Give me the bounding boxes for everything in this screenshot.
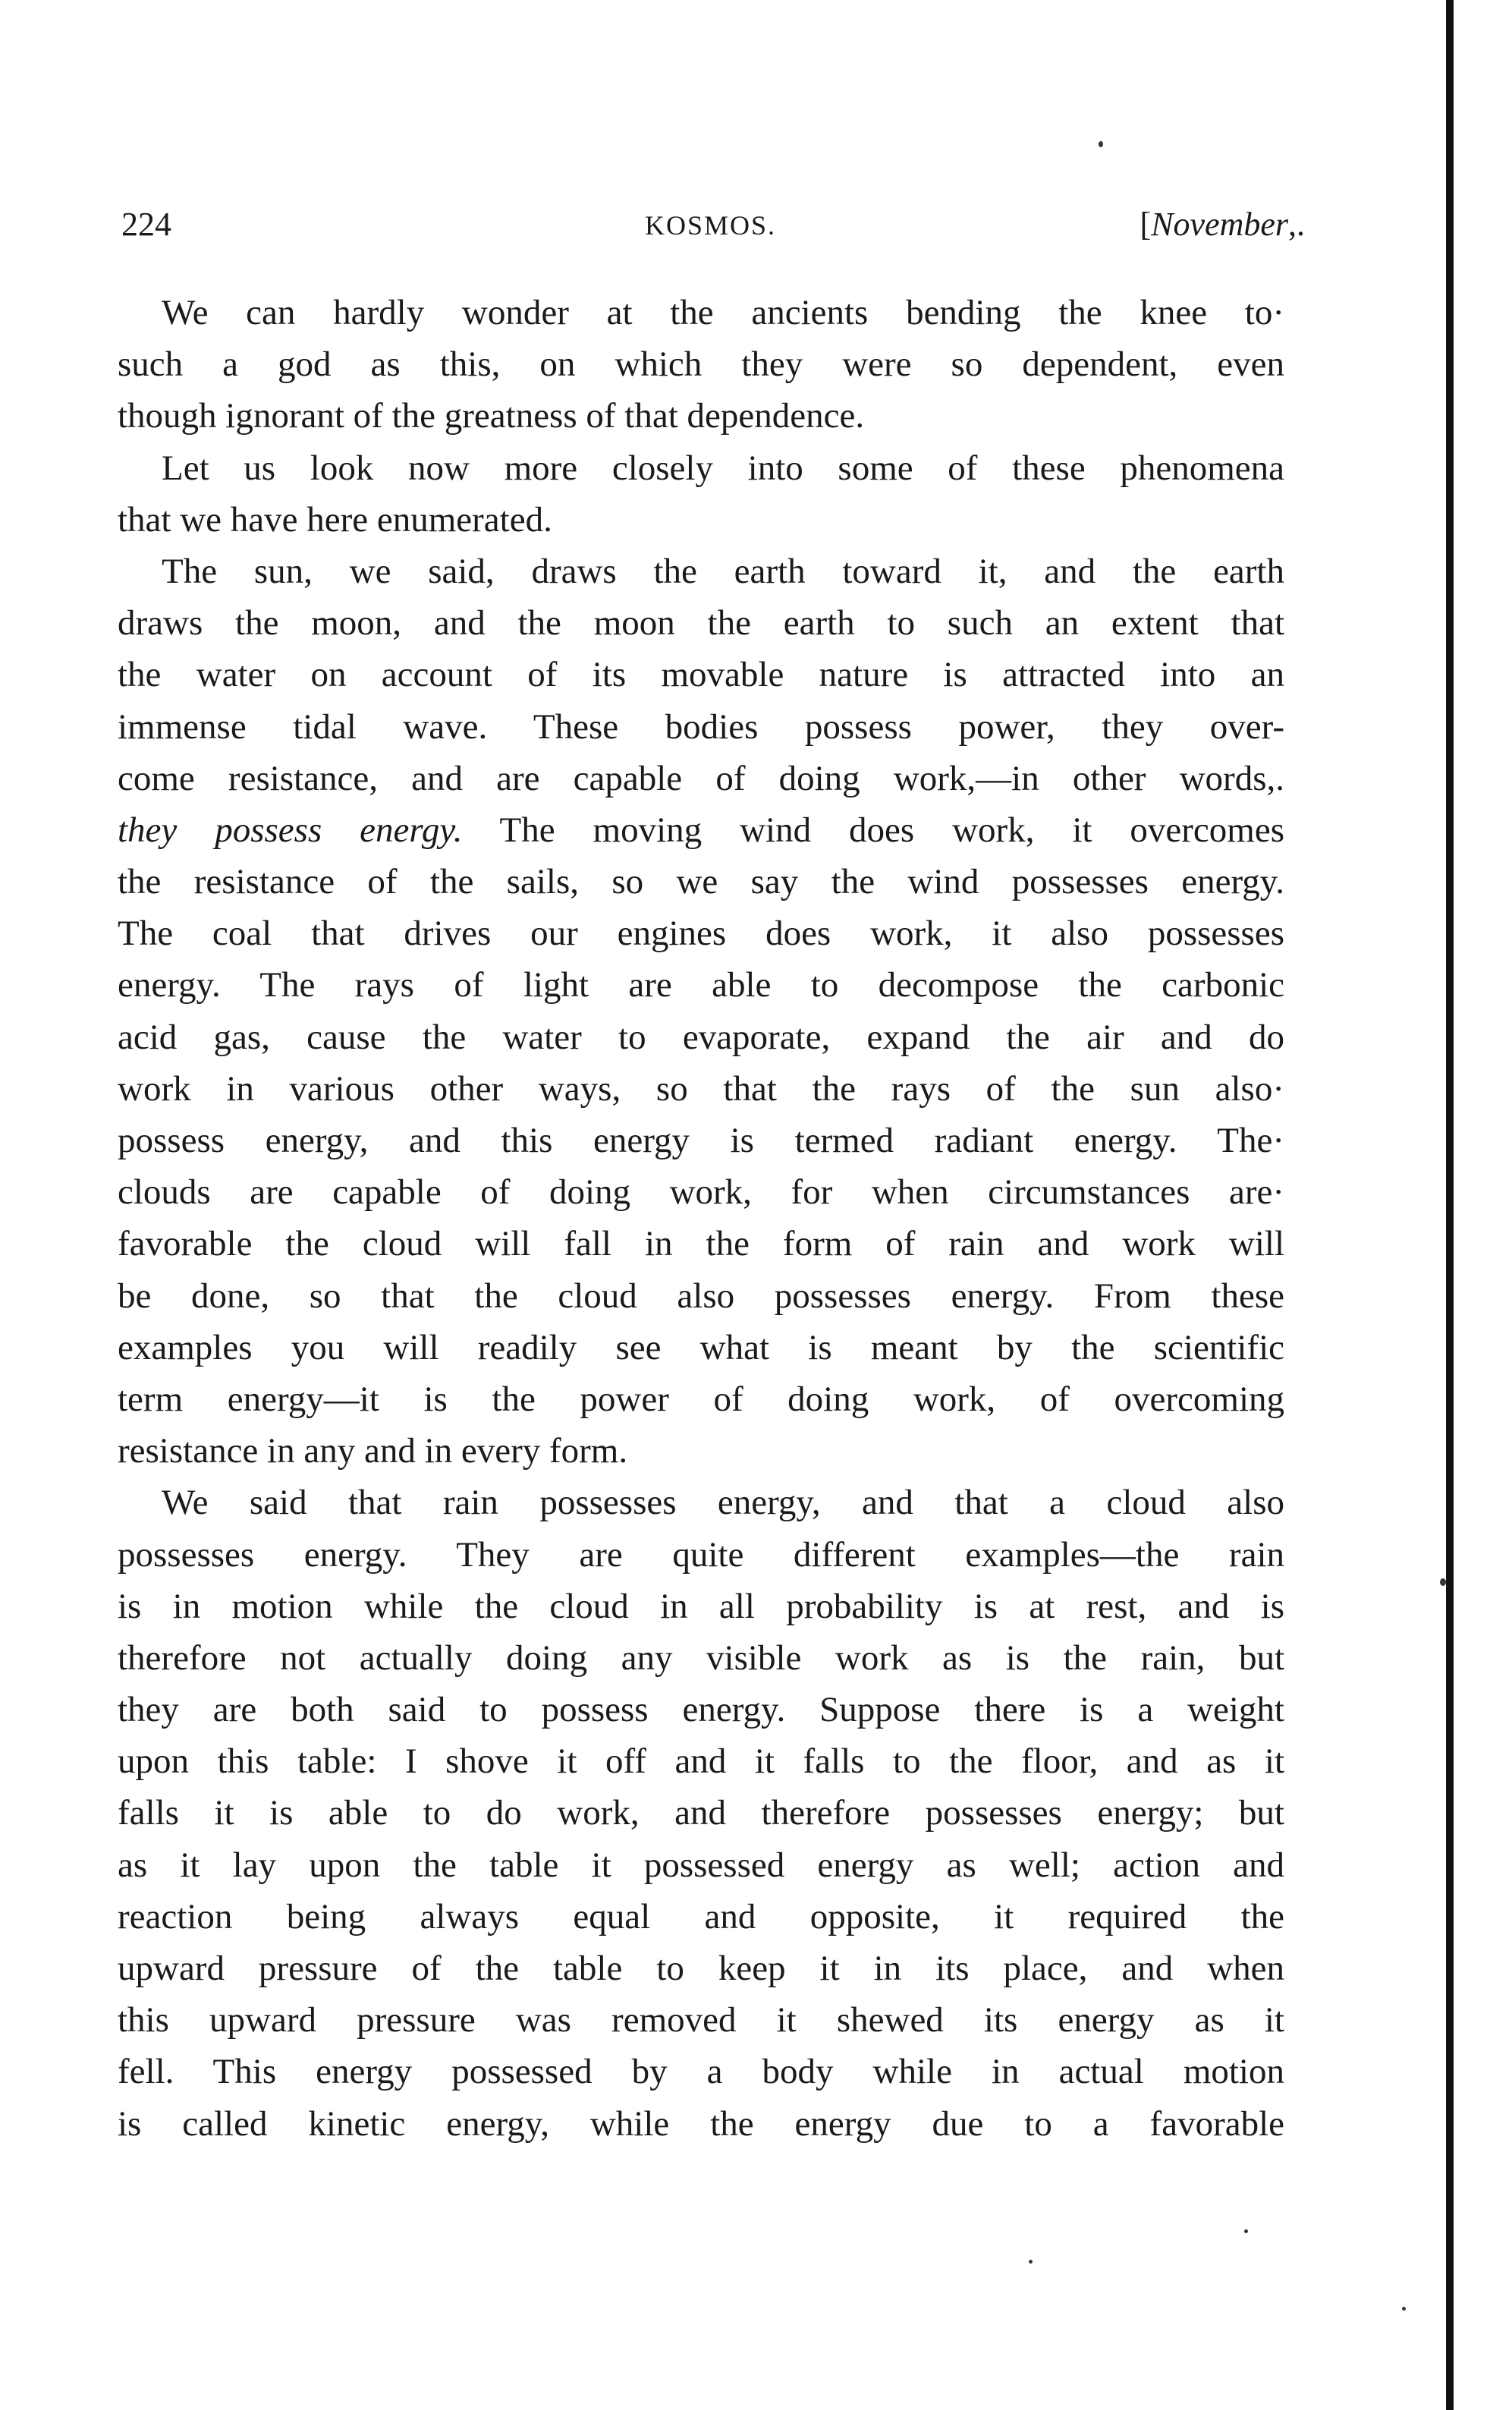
text-line: We said that rain possesses energy, and that a cloud also xyxy=(162,1483,1284,1523)
month-trail: ,. xyxy=(1288,206,1305,243)
text-line: be done, so that the cloud also possesses energy. From these xyxy=(118,1276,1284,1316)
text-line: the resistance of the sails, so we say the wind possesses energy. xyxy=(118,862,1284,902)
text-line: that we have here enumerated. xyxy=(118,499,552,540)
scan-speck xyxy=(1440,1578,1446,1586)
scan-speck xyxy=(1402,2307,1406,2311)
text-line: work in various other ways, so that the rays of the sun also· xyxy=(118,1068,1284,1109)
page-header xyxy=(121,205,1305,250)
text-line: upon this table: I shove it off and it falls to the floor, and as it xyxy=(118,1741,1284,1782)
text-line: is in motion while the cloud in all probability is at rest, and is xyxy=(118,1586,1284,1626)
text-line: they are both said to possess energy. Suppose there is a weight xyxy=(118,1690,1284,1730)
text-line: reaction being always equal and opposite, it required the xyxy=(118,1896,1284,1936)
text-line: come resistance, and are capable of doing work,—in other words,. xyxy=(118,758,1284,798)
body-text xyxy=(118,287,1284,2150)
text-line: draws the moon, and the moon the earth to such an extent that xyxy=(118,603,1284,643)
text-line: upward pressure of the table to keep it in its place, and when xyxy=(118,1949,1284,1988)
text-line: this upward pressure was removed it shewed its energy as it xyxy=(118,2000,1284,2040)
month-name: November xyxy=(1151,206,1288,243)
binding-edge xyxy=(1446,0,1454,2410)
text-line: though ignorant of the greatness of that dependence. xyxy=(118,396,865,436)
text-line: is called kinetic energy, while the energy due to a favorable xyxy=(118,2103,1284,2144)
text-line: the water on account of its movable nature is attracted into an xyxy=(118,655,1284,695)
running-title: KOSMOS. xyxy=(645,210,777,241)
text-line: Let us look now more closely into some of these phenomena xyxy=(162,448,1284,488)
text-line: resistance in any and in every form. xyxy=(118,1431,628,1471)
text-line: acid gas, cause the water to evaporate, expand the air and do xyxy=(118,1017,1284,1057)
month-bracket: [ xyxy=(1140,206,1152,243)
italic-emphasis: they possess energy. xyxy=(118,810,463,850)
text-line: The coal that drives our engines does work, it also possesses xyxy=(118,914,1284,954)
scan-speck xyxy=(1099,141,1103,147)
text-line: falls it is able to do work, and therefore possesses energy; but xyxy=(118,1793,1284,1833)
text-line: possesses energy. They are quite different examples—the rain xyxy=(118,1534,1284,1575)
line-rest: The moving wind does work, it overcomes xyxy=(499,810,1284,850)
text-line: term energy—it is the power of doing work, of overcoming xyxy=(118,1379,1284,1419)
text-line: immense tidal wave. These bodies possess power, they over- xyxy=(118,706,1284,747)
text-line: as it lay upon the table it possessed energy as well; action and xyxy=(118,1845,1284,1885)
scan-speck xyxy=(1029,2260,1033,2264)
text-line: examples you will readily see what is meant by the scientific xyxy=(118,1327,1284,1367)
text-line: clouds are capable of doing work, for when circumstances are· xyxy=(118,1172,1284,1213)
text-line: such a god as this, on which they were so dependent, even xyxy=(118,345,1284,385)
month-label xyxy=(1140,205,1306,244)
scan-speck xyxy=(1244,2229,1248,2233)
text-line: fell. This energy possessed by a body while in actual motion xyxy=(118,2052,1284,2092)
text-line: energy. The rays of light are able to decompose the carbonic xyxy=(118,965,1284,1005)
text-line: favorable the cloud will fall in the form of rain and work will xyxy=(118,1224,1284,1264)
text-line xyxy=(118,804,1284,856)
text-line: therefore not actually doing any visible work as is the rain, but xyxy=(118,1638,1284,1678)
text-line: possess energy, and this energy is termed radiant energy. The· xyxy=(118,1121,1284,1160)
page-number: 224 xyxy=(121,206,171,243)
text-line: We can hardly wonder at the ancients bending the knee to· xyxy=(162,293,1284,332)
text-line: The sun, we said, draws the earth toward it, and the earth xyxy=(162,551,1284,591)
